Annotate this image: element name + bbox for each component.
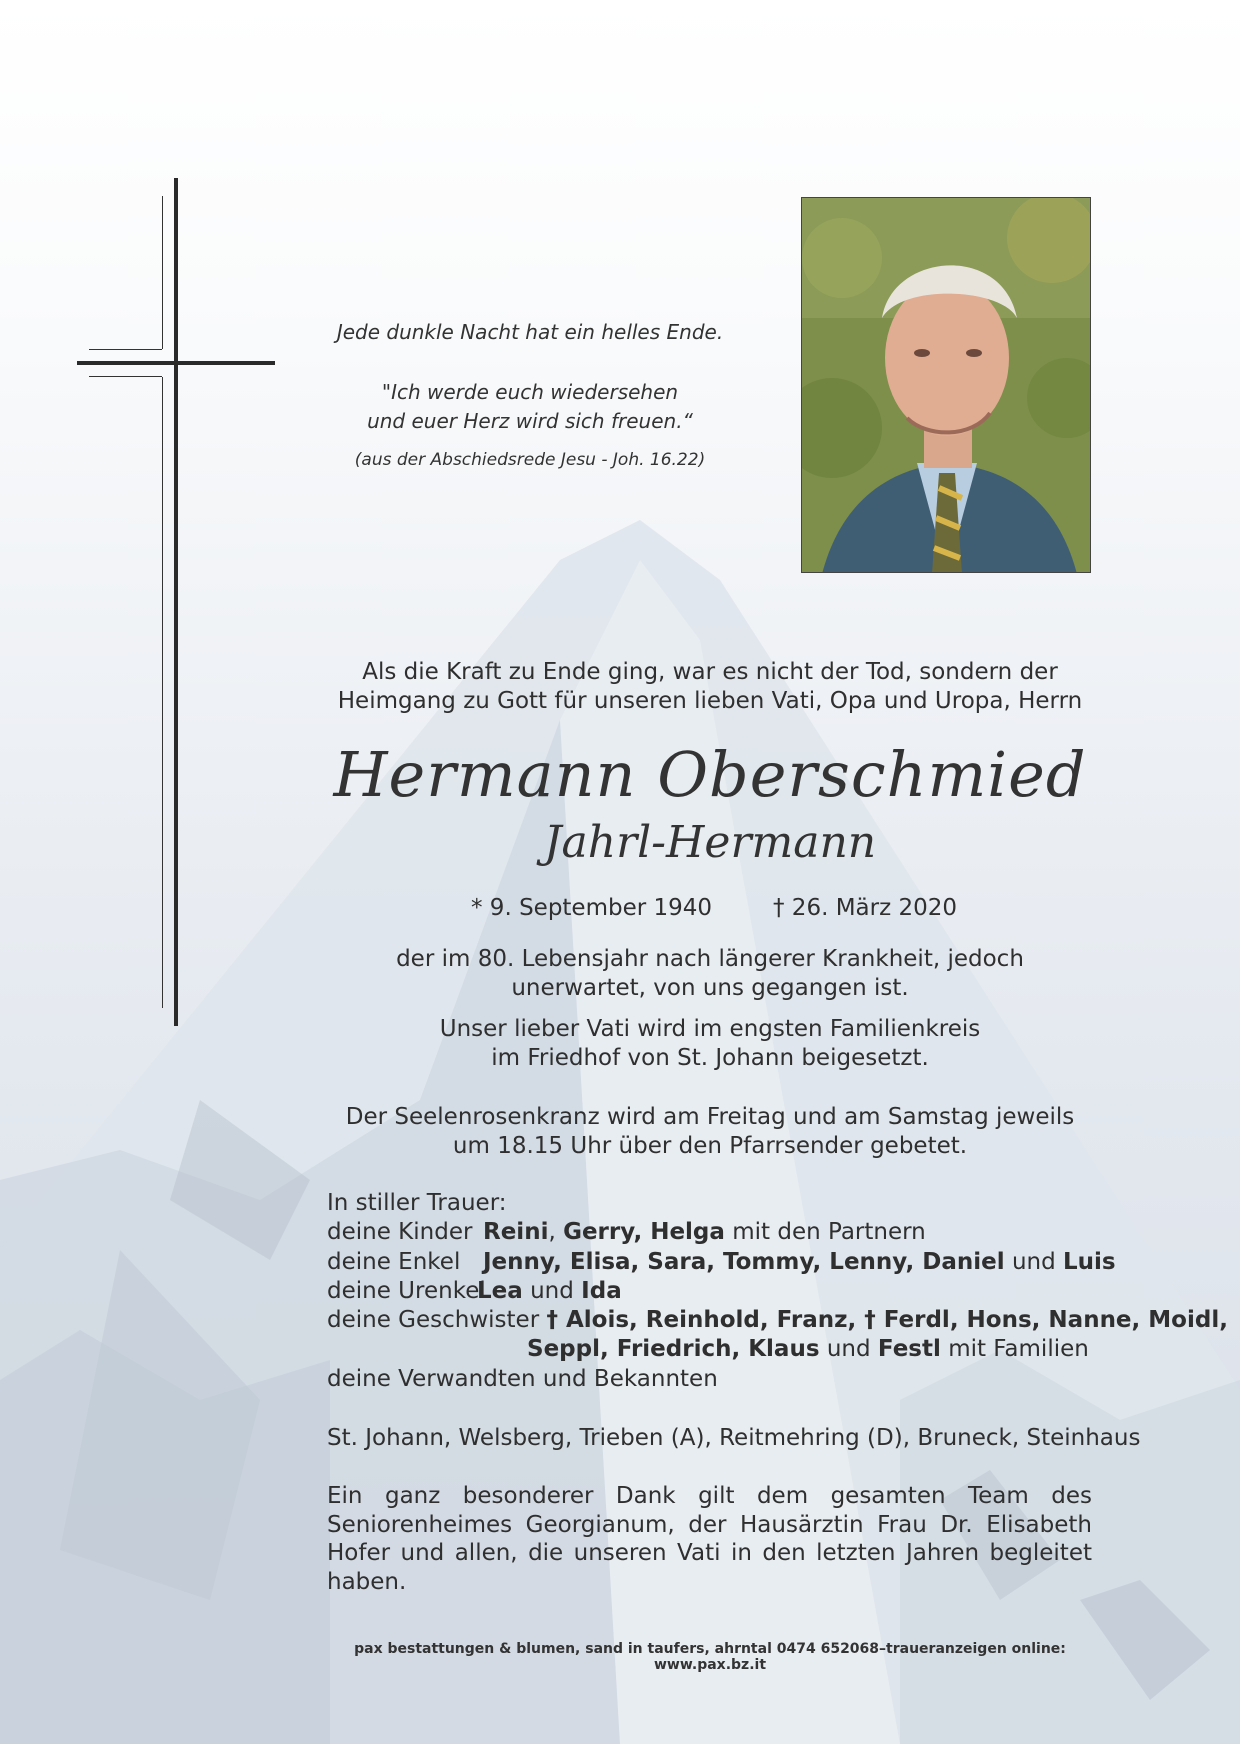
siblings-label: deine Geschwister [327, 1307, 540, 1334]
bible-quote [310, 318, 750, 475]
quote-line-3: und euer Herz wird sich freuen.“ [367, 409, 693, 433]
siblings-and: und [826, 1336, 871, 1363]
quote-source: (aus der Abschiedsrede Jesu - Joh. 16.22) [354, 450, 706, 470]
siblings-line-2: Seppl, Friedrich, Klaus [527, 1336, 820, 1363]
rosary-line-1: Der Seelenrosenkranz wird am Freitag und am Samstag jeweils [345, 1104, 1075, 1130]
birth-date: * 9. September 1940 [471, 895, 713, 921]
quote-line-2: "Ich werde euch wiedersehen [381, 380, 679, 404]
intro-line-2: Heimgang zu Gott für unseren lieben Vati, Opa und Uropa, Herrn [337, 688, 1083, 714]
great-grandchild-ida: Ida [581, 1277, 622, 1304]
children-suffix: mit den Partnern [732, 1219, 926, 1246]
portrait-photo [801, 197, 1091, 573]
mourners-siblings-cont [327, 1335, 1107, 1364]
mourners-list [327, 1189, 1228, 1394]
death-date: † 26. März 2020 [773, 895, 958, 921]
mourners-children [327, 1218, 1107, 1247]
thanks-paragraph: Ein ganz besonderer Dank gilt dem gesamten Team des Seniorenheimes Georgianum, der Hausärztin Frau Dr. Elisabeth Hofer und allen, die unseren Vati in den letzten Jahren begleitet haben. [327, 1483, 1092, 1595]
mourners-siblings [327, 1306, 1228, 1335]
intro-text [330, 658, 1090, 716]
quote-line-1: Jede dunkle Nacht hat ein helles Ende. [336, 320, 724, 344]
rosary-line-2: um 18.15 Uhr über den Pfarrsender gebetet. [452, 1133, 968, 1159]
passing-line-2: unerwartet, von uns gegangen ist. [511, 975, 909, 1001]
children-names: Gerry, Helga [563, 1219, 725, 1246]
great-grandchildren-label: deine Urenkel [327, 1277, 486, 1304]
grandchildren-and: und [1011, 1248, 1056, 1275]
siblings-line-1: † Alois, Reinhold, Franz, † Ferdl, Hons, Nanne, Moidl, [546, 1307, 1228, 1334]
places-line: St. Johann, Welsberg, Trieben (A), Reitmehring (D), Bruneck, Steinhaus [327, 1425, 1141, 1451]
mourners-grandchildren [327, 1248, 1116, 1277]
cross-icon [0, 0, 300, 1040]
great-grandchildren-and: und [530, 1277, 574, 1304]
burial-line-1: Unser lieber Vati wird im engsten Familienkreis [439, 1016, 981, 1042]
grandchildren-names: Jenny, Elisa, Sara, Tommy, Lenny, Daniel [483, 1248, 1005, 1275]
intro-line-1: Als die Kraft zu Ende ging, war es nicht der Tod, sondern der [362, 659, 1058, 685]
mourners-great-grandchildren [327, 1277, 1107, 1306]
burial-paragraph [330, 1015, 1090, 1073]
great-grandchild-lea: Lea [477, 1277, 523, 1304]
passing-line-1: der im 80. Lebensjahr nach längerer Krankheit, jedoch [396, 946, 1024, 972]
burial-line-2: im Friedhof von St. Johann beigesetzt. [491, 1045, 929, 1071]
passing-paragraph [330, 945, 1090, 1003]
funeral-home-footer: pax bestattungen & blumen, sand in taufers, ahrntal 0474 652068–traueranzeigen online: www.pax.bz.it [354, 1641, 1066, 1673]
siblings-suffix: mit Familien [948, 1336, 1089, 1363]
deceased-name: Hermann Oberschmied [333, 738, 1087, 811]
siblings-last: Festl [877, 1336, 941, 1363]
mourners-heading: In stiller Trauer: [327, 1190, 507, 1216]
grandchildren-last: Luis [1063, 1248, 1116, 1275]
deceased-nickname: Jahrl-Hermann [543, 817, 877, 868]
mourners-relatives: deine Verwandten und Bekannten [327, 1365, 718, 1392]
rosary-paragraph [330, 1103, 1090, 1161]
children-label: deine Kinder [327, 1219, 473, 1246]
children-separator: , [548, 1219, 556, 1246]
grandchildren-label: deine Enkel [327, 1248, 461, 1275]
children-name-reini: Reini [483, 1219, 549, 1246]
